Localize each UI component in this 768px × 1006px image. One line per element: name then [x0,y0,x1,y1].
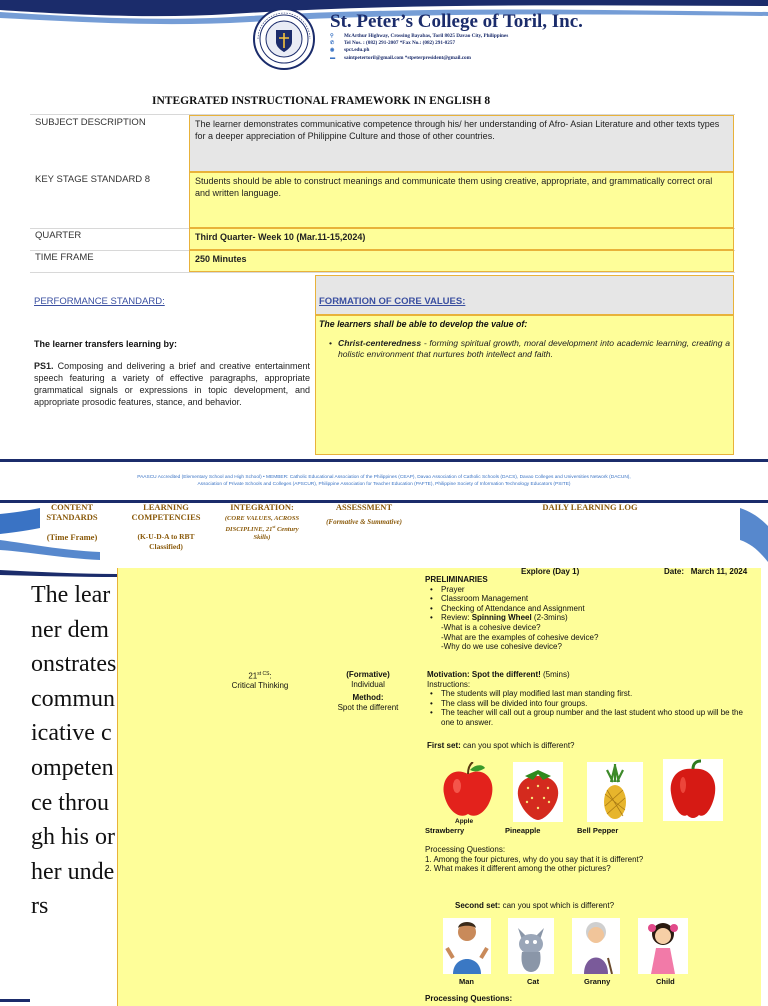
apple-label: Apple [455,818,474,825]
core-values-cell [315,315,734,455]
first-set-text: can you spot which is different? [460,741,575,750]
core-values-heading-cell [315,275,734,315]
ps-code: PS1. [34,361,54,371]
page-two [0,500,768,1006]
globe-icon: ◉ [330,47,335,54]
preliminaries-heading: PRELIMINARIES [425,575,488,584]
daily-learning-log-header: DAILY LEARNING LOG [542,502,638,512]
date-value: March 11, 2024 [690,567,748,576]
header-text: (Formative & Summative) [326,518,402,526]
contact-block [330,33,508,62]
skill-colon: : [269,671,272,681]
list-item: • The students will play modified last man standing first. [425,689,755,699]
review-question: -What is a cohesive device? [441,622,541,632]
bell-pepper-label: Bell Pepper [577,826,619,835]
second-set-prompt [455,901,614,911]
motivation-bold: Motivation: Spot the different! [427,670,541,679]
pineapple-label: Pineapple [505,826,541,835]
time-frame-value: 250 Minutes [195,254,247,264]
time-frame-label: TIME FRAME [35,252,94,263]
header-text: COMPETENCIES [131,512,201,522]
processing-questions-1 [425,845,643,874]
review-suffix: (2-3mins) [531,613,568,623]
apple-picture [441,762,495,820]
man-picture [443,918,491,974]
core-value-name: Christ-centeredness [338,338,422,348]
key-stage-cell: Students should be able to construct meanings and communicate them using creative, appropriate, and grammatically correct oral and written language. [189,172,734,228]
mail-icon: ▬ [330,54,336,61]
core-values-heading: FORMATION OF CORE VALUES: [319,296,466,307]
subject-description-label: SUBJECT DESCRIPTION [35,117,146,128]
header-sup: st [272,524,276,529]
list-item: • Checking of Attendance and Assignment [425,604,755,614]
list-item: • Prayer [425,585,755,595]
header-text [214,523,310,534]
header-text: (CORE VALUES, ACROSS [224,515,300,522]
granny-label: Granny [584,977,611,986]
list-item: • The teacher will call out a group number and the last student who stood up will be the one to answer. [425,708,755,727]
second-set-bold: Second set: [455,901,501,910]
quarter-cell [189,228,734,250]
email-text[interactable]: saintpetertoril@gmail.com *stpeterpresident@gmail.com [344,54,471,61]
core-values-subheading: The learners shall be able to develop the value of: [319,319,528,329]
processing-question: 2. What makes it different among the other pictures? [425,864,611,874]
child-label: Child [656,977,675,986]
ps-text: Composing and delivering a brief and creative entertainment speech featuring a variety of effective paragraphs, appropriate grammatical signals or expressions in topic development, and appropriate prosodic features, stance, and behavior. [34,361,310,407]
list-item: • Classroom Management [425,594,755,604]
bell-pepper-picture [663,759,723,821]
preliminaries-list [425,585,755,623]
key-stage-label: KEY STAGE STANDARD 8 [35,174,151,185]
date-label: Date: [664,567,685,576]
child-picture [638,918,688,974]
divider [30,272,735,273]
assessment-details [318,670,418,712]
school-name: St. Peter’s College of Toril, Inc. [330,11,583,32]
explore-day-label: Explore (Day 1) [521,567,580,576]
motivation-time: (5mins) [540,670,570,679]
pineapple-picture [587,762,643,822]
method-label: Method: [352,693,384,703]
processing-question: 1. Among the four pictures, why do you say that it is different? [425,854,644,864]
review-question: -Why do we use cohesive device? [441,642,562,652]
instructions-list [425,689,755,727]
footer-line-1: PAASCU Accredited (Elementary School and High School) • MEMBER: Catholic Educational Association of the Philippines (CEAP), Davao Association of Catholic Schools (DACS), Davao Colleges and Universities Network (DACUN), [137,475,631,480]
man-label: Man [459,977,474,986]
address-text: McArthur Highway, Crossing Bayabas, Toril 8025 Davao City, Philippines [344,33,509,39]
strawberry-picture [513,762,563,822]
header-text: ASSESSMENT [335,502,393,512]
assessment-type: (Formative) [346,670,390,679]
tel-text: Tel Nos. : (082) 291-2007 *Fax No.: (082) 291-0257 [344,40,456,47]
motivation-title [425,670,755,680]
footer-line-2: Association of Private Schools and Colleges (APSCUR), Philippine Association for Teacher Education (PAFTE), Philippine Society of Information Technology Educators (PSITE) [197,482,571,487]
header-text: Classified) [149,542,183,551]
school-seal-logo [248,8,320,70]
header-text: INTEGRATION: [230,502,294,512]
method-value: Spot the different [337,702,399,712]
web-text[interactable]: spct.edu.ph [344,47,370,54]
content-standard-text: The learner demonstrates communicative competence through his or her unders [31,582,117,920]
location-icon: ⚲ [330,33,334,39]
header-text: STANDARDS [46,512,98,522]
list-item [425,613,755,623]
list-item: • The class will be divided into four groups. [425,699,755,709]
document-title: INTEGRATED INSTRUCTIONAL FRAMEWORK IN ENGLISH 8 [152,95,491,107]
header-text: Skills) [253,534,271,542]
header-text: (Time Frame) [46,532,98,542]
skill-name: Critical Thinking [231,681,289,691]
header-text: CONTENT [50,502,94,512]
skill-sup: st CS [257,671,270,677]
header-text: LEARNING [143,502,189,512]
second-set-text: can you spot which is different? [500,901,615,910]
bullet-icon: • [329,338,333,348]
processing-title: Processing Questions: [425,845,506,854]
phone-icon: ✆ [330,40,335,47]
learning-competencies-header [122,502,210,552]
footer-accreditation [20,474,748,488]
integration-header [214,502,310,542]
instructions-label: Instructions: [427,679,471,689]
header-text: (K-U-D-A to RBT [137,532,195,541]
review-bold: Spinning Wheel [471,613,532,623]
review-question: -What are the examples of cohesive device? [441,632,599,642]
review-prefix: Review: [441,613,472,623]
integration-skill [210,670,310,691]
time-frame-cell [189,250,734,272]
page-one [0,0,768,462]
subject-description-cell: The learner demonstrates communicative competence through his/ her understanding of Afro- Asian Literature and other texts types for a deeper appreciation of Philippine Culture and those of other countries. [189,115,734,172]
quarter-label: QUARTER [35,230,82,241]
edge-rule [0,999,30,1002]
motivation-block [425,670,755,728]
granny-picture [572,918,620,974]
core-value-item [329,338,730,360]
processing-questions-2: Processing Questions: [425,994,513,1003]
skill-num: 21 [248,671,258,681]
preliminaries-block [425,575,755,652]
assessment-mode: Individual [351,679,385,689]
content-standards-header [36,502,108,542]
strawberry-label: Strawberry [425,826,465,835]
footer-rule [0,459,768,462]
cat-picture [508,918,554,974]
first-set-bold: First set: [427,741,461,750]
performance-standard-heading: PERFORMANCE STANDARD: [34,296,165,307]
skill-title [210,670,310,681]
header-text: Century [275,526,299,534]
performance-standard-text [34,360,310,408]
cat-label: Cat [527,977,540,986]
quarter-value: Third Quarter- Week 10 (Mar.11-15,2024) [195,232,366,242]
first-set-prompt [427,741,575,751]
header-text: DISCIPLINE, 21 [225,526,273,534]
performance-standard-subheading: The learner transfers learning by: [34,339,178,349]
core-value-text: - forming spiritual growth, moral development into academic learning, creating a holistic environment that nurtures both intellect and faith. [338,338,730,359]
assessment-header [304,502,424,526]
